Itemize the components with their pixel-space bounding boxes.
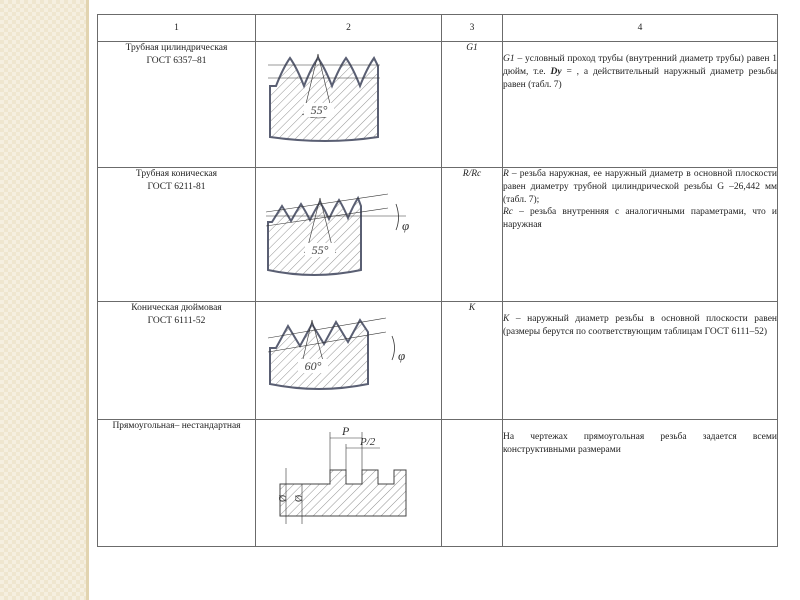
nominal-diameter-term: Dу xyxy=(550,66,562,77)
designation-cell xyxy=(442,420,503,547)
external-thread-description: – резьба наружная, ее наружный диаметр в основной плоскости равен диаметру трубной цилиндрической резьбы G –26,442 мм (табл. 7); xyxy=(503,169,777,205)
thread-symbol: K xyxy=(503,314,510,324)
designation-cell: R/Rc xyxy=(442,168,503,302)
description-text: – условный проход трубы (внутренний диаметр трубы) равен 1 дюйм, т.е. xyxy=(503,54,777,77)
thread-name-cell xyxy=(98,302,256,420)
thread-angle-label: 55° xyxy=(311,243,329,257)
table-row xyxy=(98,168,778,302)
rectangular-thread-drawing xyxy=(256,420,442,546)
description-cell xyxy=(503,302,778,420)
internal-thread-symbol: Rc xyxy=(503,207,514,218)
description-cell xyxy=(503,42,778,168)
thread-drawing-cell xyxy=(256,302,442,420)
thread-name-cell xyxy=(98,420,256,547)
table-row xyxy=(98,42,778,168)
pipe-cylindrical-thread-drawing xyxy=(256,42,442,167)
thread-angle-label: 60° xyxy=(304,359,322,373)
inch-tapered-thread-drawing xyxy=(256,302,442,419)
diameter-label: Ø xyxy=(278,494,289,502)
thread-types-table xyxy=(97,14,778,547)
external-thread-symbol: R xyxy=(503,169,509,179)
table-row xyxy=(98,420,778,547)
pipe-tapered-thread-drawing xyxy=(256,168,442,301)
thread-name: Прямоугольная– нестандартная xyxy=(112,421,241,431)
inner-diameter-label: Ø xyxy=(294,494,305,502)
thread-standard: ГОСТ 6111-52 xyxy=(147,315,206,326)
thread-drawing-cell xyxy=(256,42,442,168)
pitch-label: P xyxy=(342,424,350,438)
header-cell-3: 3 xyxy=(442,15,503,42)
designation-cell: G1 xyxy=(442,42,503,168)
slide-decor-edge xyxy=(86,0,89,600)
thread-angle-label: 55° xyxy=(310,103,328,117)
header-row xyxy=(98,15,778,42)
thread-name-cell xyxy=(98,42,256,168)
thread-name: Трубная цилиндрическая xyxy=(125,43,228,53)
thread-name: Трубная коническая xyxy=(135,169,218,179)
designation-cell: K xyxy=(442,302,503,420)
thread-name-cell xyxy=(98,168,256,302)
description-text-continued: = , а действительный наружный диаметр резьбы равен (табл. 7) xyxy=(503,66,777,90)
header-cell-2: 2 xyxy=(256,15,442,42)
thread-drawing-cell xyxy=(256,168,442,302)
header-cell-4: 4 xyxy=(503,15,778,42)
half-pitch-label: P/2 xyxy=(360,436,376,448)
thread-drawing-cell xyxy=(256,420,442,547)
description-text: На чертежах прямоугольная резьба задается всеми конструктивными размерами xyxy=(503,432,777,455)
thread-name: Коническая дюймовая xyxy=(131,303,222,313)
slide-decor-strip xyxy=(0,0,86,600)
description-text: – наружный диаметр резьбы в основной плоскости равен (размеры берутся по соответствующим таблицам ГОСТ 6111–52) xyxy=(503,314,777,337)
thread-standard: ГОСТ 6211-81 xyxy=(147,181,206,192)
taper-angle-label: φ xyxy=(402,218,410,233)
internal-thread-description: – резьба внутренняя с аналогичными параметрами, что и наружная xyxy=(503,207,777,231)
header-cell-1: 1 xyxy=(98,15,256,42)
description-cell xyxy=(503,168,778,302)
taper-angle-label: φ xyxy=(398,348,406,363)
thread-standard: ГОСТ 6357–81 xyxy=(146,55,207,66)
description-cell xyxy=(503,420,778,547)
table-row xyxy=(98,302,778,420)
thread-symbol: G1 xyxy=(503,54,515,64)
